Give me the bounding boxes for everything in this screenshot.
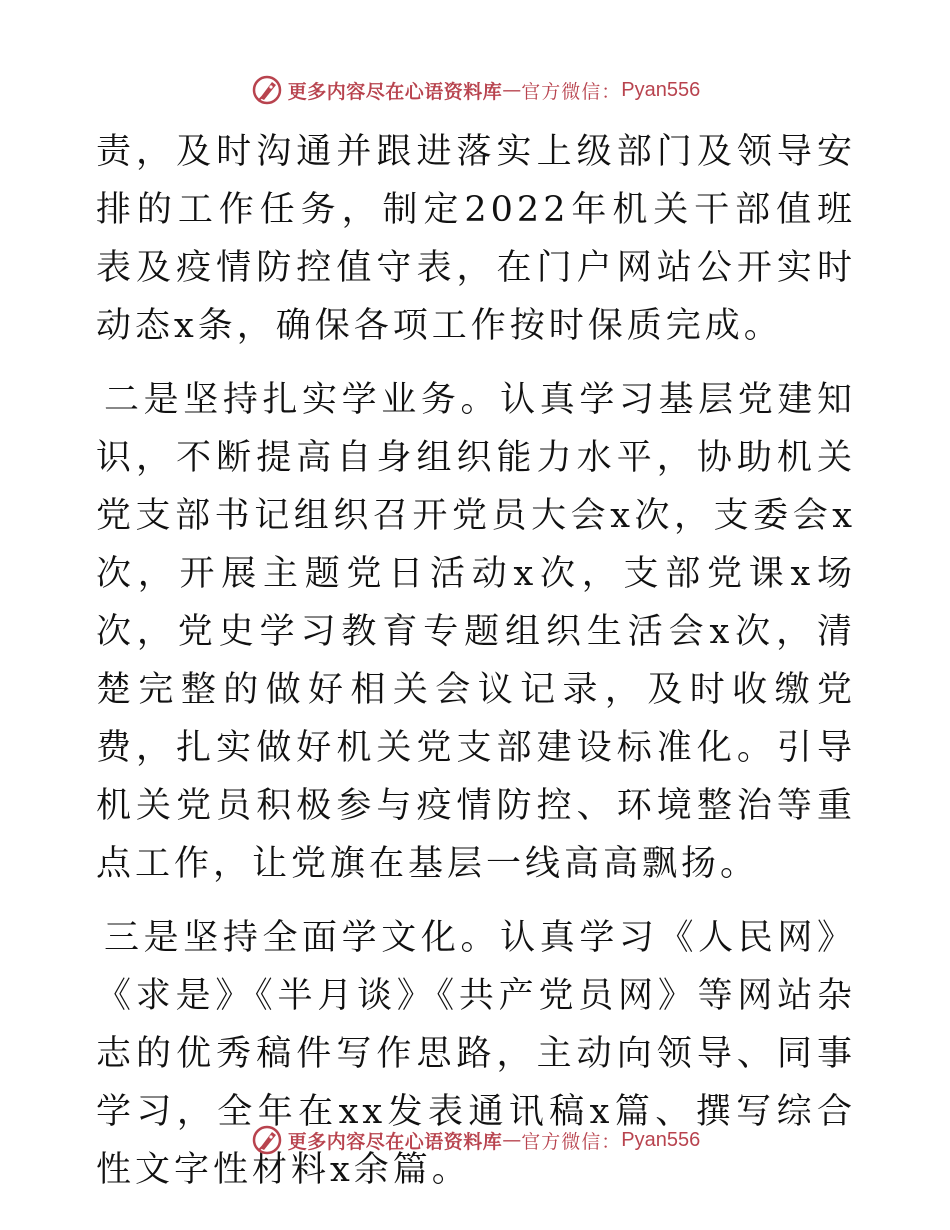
paragraph-2: 二是坚持扎实学业务。认真学习基层党建知识，不断提高自身组织能力水平，协助机关党支部书记组织召开党员大会x次，支委会x次，开展主题党日活动x次，支部党课x场次，党史学习教育专题组织生活会x次，清楚完整的做好相关会议记录，及时收缴党费，扎实做好机关党支部建设标准化。引导机关党员积极参与疫情防控、环境整治等重点工作，让党旗在基层一线高高飘扬。 — [96, 380, 856, 884]
footer-banner — [0, 1120, 950, 1160]
pen-nib-logo-icon — [250, 73, 284, 107]
banner-promo-text: 更多内容尽在心语资料库 — [287, 80, 503, 103]
paragraph-1: 责，及时沟通并跟进落实上级部门及领导安排的工作任务，制定2022年机关干部值班表及疫情防控值守表，在门户网站公开实时动态x条，确保各项工作按时保质完成。 — [96, 132, 856, 346]
banner-wechat-label: 官方微信： — [521, 80, 622, 103]
paragraph-3: 三是坚持全面学文化。认真学习《人民网》《求是》《半月谈》《共产党员网》等网站杂志的优秀稿件写作思路，主动向领导、同事学习，全年在xx发表通讯稿x篇、撰写综合性文字性材料x余篇。 — [96, 918, 856, 1190]
header-banner — [0, 70, 950, 110]
banner-account-id: Pyan556 — [621, 78, 701, 101]
banner-wechat-label: 官方微信： — [521, 1130, 622, 1153]
document-body — [96, 123, 856, 1199]
banner-separator: — — [502, 79, 522, 101]
pen-nib-logo-icon — [250, 1123, 284, 1157]
banner-separator: — — [502, 1129, 522, 1151]
banner-promo-text: 更多内容尽在心语资料库 — [287, 1130, 503, 1153]
banner-account-id: Pyan556 — [621, 1128, 701, 1151]
